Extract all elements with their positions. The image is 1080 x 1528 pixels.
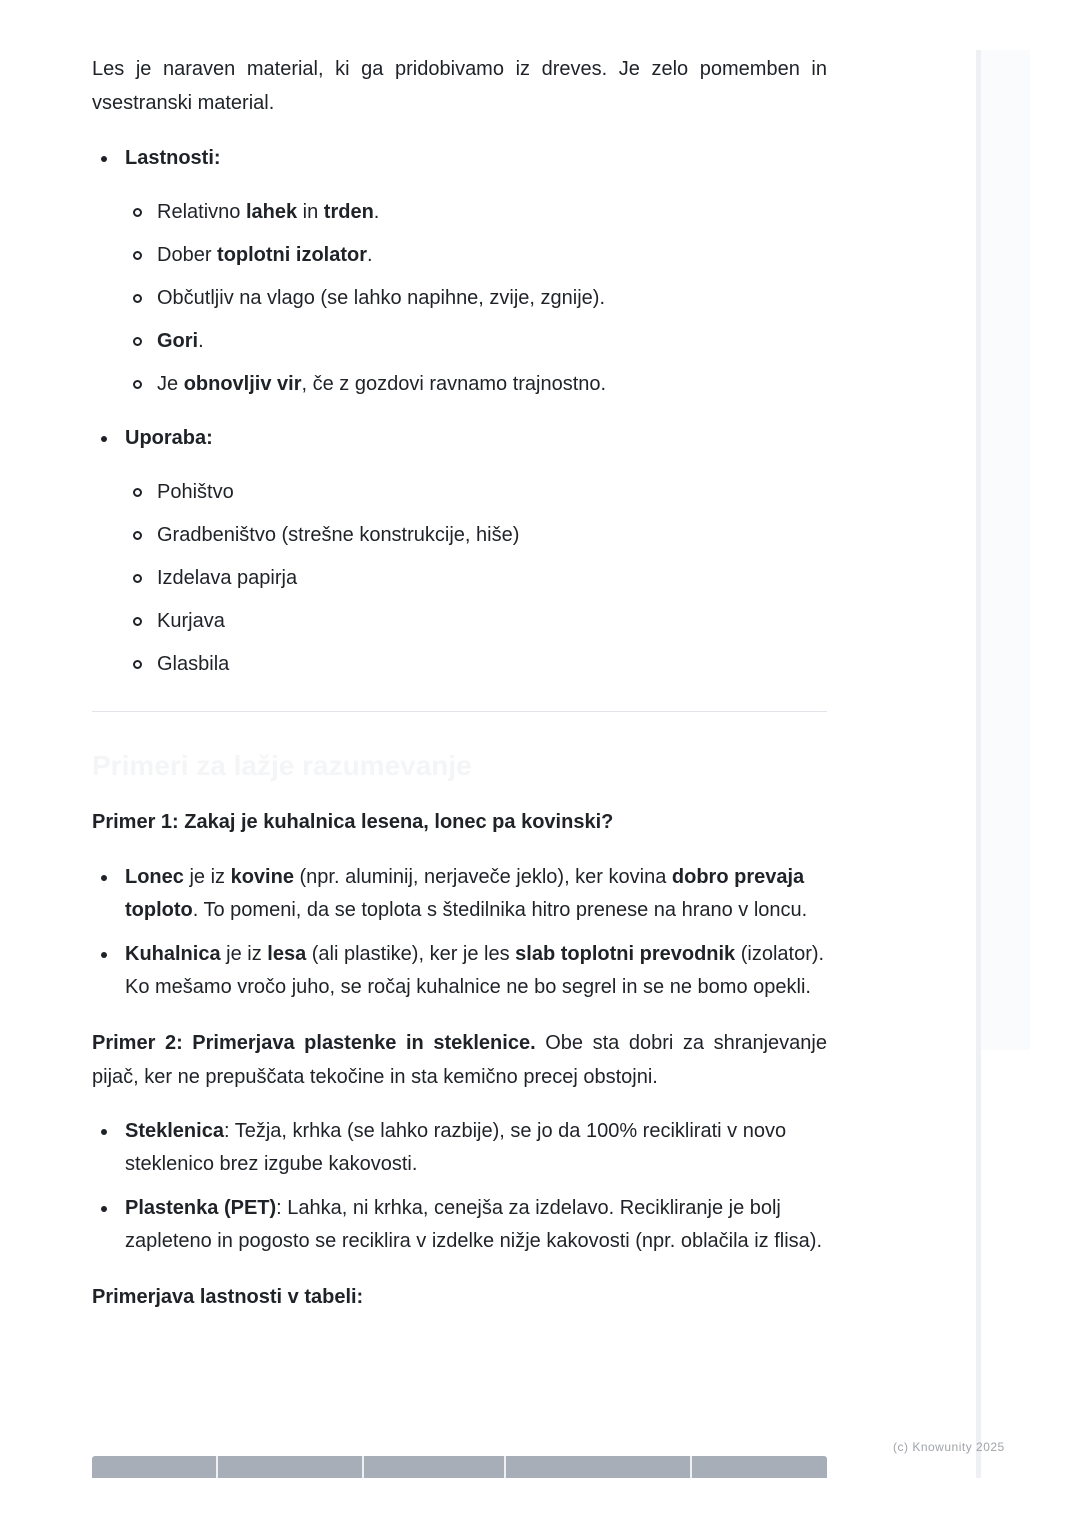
text: : Težja, krhka (se lahko razbije), se jo da 100% reciklirati v novo steklenico brez izgube kakovosti. [125,1120,787,1175]
lastnosti-title: Lastnosti: [125,147,221,169]
bold-text: kovine [230,866,294,888]
table-header-cell [92,1456,218,1478]
bold-text: lesa [267,943,307,965]
text: . [367,244,373,266]
text: Občutljiv na vlago (se lahko napihne, zvije, zgnije). [157,287,606,309]
lastnosti-subitem [92,196,827,229]
uporaba-title: Uporaba: [125,427,213,449]
uporaba-subitem: Gradbeništvo (strešne konstrukcije, hiše) [92,519,827,552]
bold-text: slab toplotni prevodnik [515,943,736,965]
lastnosti-sublist [92,196,827,401]
text: je iz [220,943,268,965]
table-title: Primerjava lastnosti v tabeli: [92,1286,364,1308]
bold-text: Primer 2: Primerjava plastenke in steklenice. [92,1032,536,1054]
lastnosti-subitem [92,239,827,272]
text: Obe sta dobri za shranjevanje pijač, ker ne prepuščata tekočine in sta kemično precej obstojni. [92,1032,827,1088]
text: , če z gozdovi ravnamo trajnostno. [301,373,607,395]
lastnosti-subitem [92,282,827,315]
bold-text: Lonec [125,866,184,888]
right-sidebar-track [976,1050,981,1478]
lastnosti-list [92,142,827,681]
uporaba-sublist [92,476,827,681]
bold-text: lahek [245,201,298,223]
copyright-footer: (c) Knowunity 2025 [893,1440,1005,1454]
bold-text: dobro prevaja toploto [125,866,805,921]
table-header-cell [364,1456,506,1478]
primer1-title: Primer 1: Zakaj je kuhalnica lesena, lonec pa kovinski? [92,811,614,833]
uporaba-subitem: Izdelava papirja [92,562,827,595]
text: Relativno [157,201,246,223]
text: : Lahka, ni krhka, cenejša za izdelavo. Recikliranje je bolj zapleteno in pogosto se reciklira v izdelke nižje kakovosti (npr. oblačila iz flisa). [125,1197,823,1252]
text: Dober [157,244,218,266]
text: . [373,201,380,223]
lastnosti-item [92,142,827,401]
text: Je [157,373,184,395]
uporaba-subitem: Pohištvo [92,476,827,509]
table-header-cell [506,1456,692,1478]
table-header-cell [692,1456,827,1478]
bold-text: Plastenka (PET) [125,1197,277,1219]
primer1-bullet [92,938,827,1004]
bold-text: obnovljiv vir [183,373,302,395]
intro-paragraph: Les je naraven material, ki ga pridobivamo iz dreves. Je zelo pomemben in vsestranski material. [92,58,827,114]
uporaba-subitem: Kurjava [92,605,827,638]
section-heading: Primeri za lažje razumevanje [92,750,472,781]
primer2-paragraph [92,1026,827,1094]
primer1-list [92,861,827,1004]
primer2-list [92,1115,827,1258]
uporaba-item [92,422,827,681]
lastnosti-subitem [92,325,827,358]
section-divider [92,711,827,712]
text: . To pomeni, da se toplota s štedilnika hitro prenese na hrano v loncu. [192,899,808,921]
lastnosti-subitem [92,368,827,401]
text: (ali plastike), ker je les [306,943,516,965]
text: . [198,330,204,352]
bold-text: Gori [157,330,199,352]
bold-text: Steklenica [125,1120,224,1142]
text: in [297,201,324,223]
primer2-bullet [92,1192,827,1258]
text: (npr. aluminij, nerjaveče jeklo), ker kovina [293,866,672,888]
uporaba-subitem: Glasbila [92,648,827,681]
table-header-cell [218,1456,364,1478]
primer2-bullet [92,1115,827,1181]
bold-text: Kuhalnica [125,943,221,965]
text: (izolator). Ko mešamo vročo juho, se ročaj kuhalnice ne bo segrel in se ne bomo opekli. [125,943,825,998]
bold-text: trden [323,201,374,223]
text: je iz [183,866,231,888]
document-content [92,52,827,1314]
bold-text: toplotni izolator [217,244,368,266]
comparison-table-header [92,1456,827,1478]
right-sidebar-panel [976,50,1030,1050]
primer1-bullet [92,861,827,927]
